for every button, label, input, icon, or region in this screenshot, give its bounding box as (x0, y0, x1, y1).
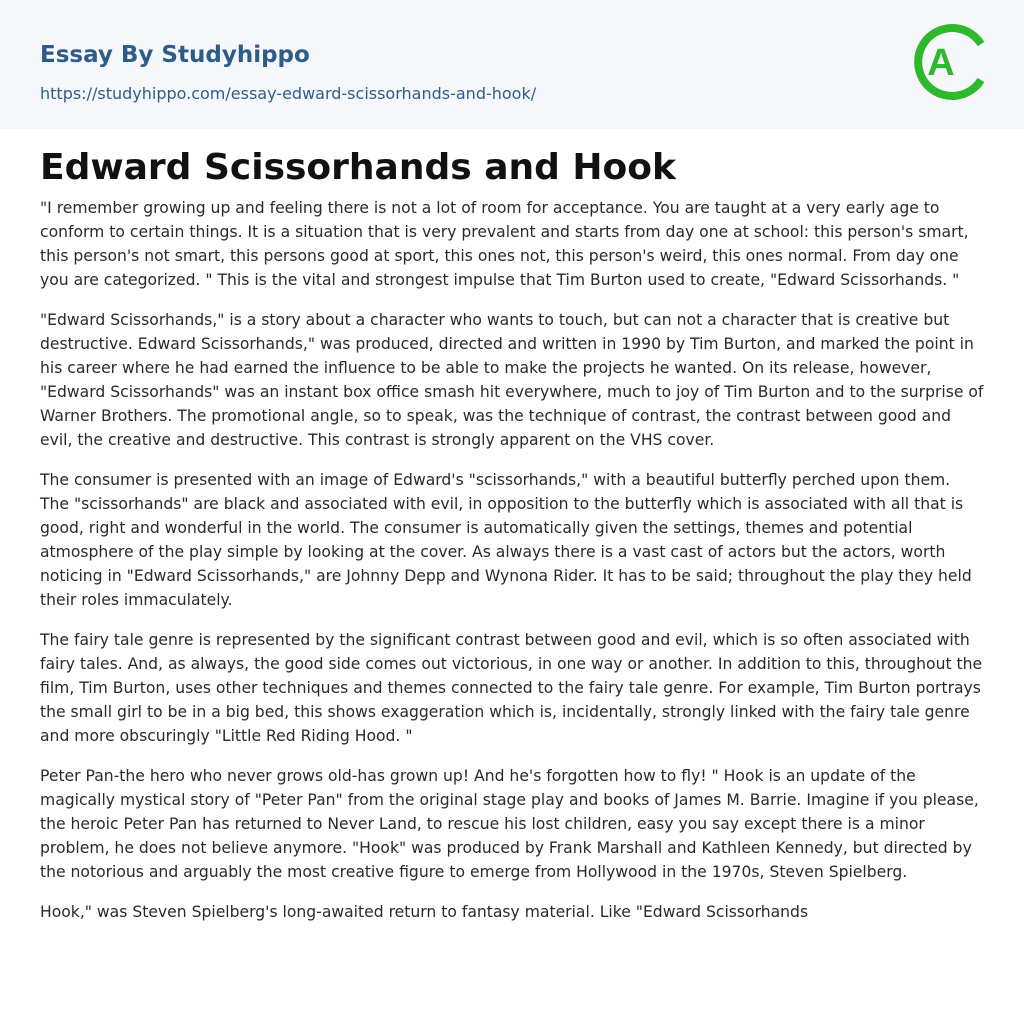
paragraph-1: "I remember growing up and feeling there is not a lot of room for acceptance. You are taught at a very early age to conform to certain things. It is a situation that is very prevalent and starts from day one at school: this person's smart, this person's not smart, this persons good at sport, this ones not, this person's weird, this ones normal. From day one you are categorized. " This is the vital and strongest impulse that Tim Burton used to create, "Edward Scissorhands. " (40, 199, 969, 289)
paragraph-5: Peter Pan-the hero who never grows old-has grown up! And he's forgotten how to fly! " Hook is an update of the magically mystical story of "Peter Pan" from the original stage play and books of James M. Barrie. Imagine if you please, the heroic Peter Pan has returned to Never Land, to rescue his lost children, easy you say except there is a minor problem, he does not believe anymore. "Hook" was produced by Frank Marshall and Kathleen Kennedy, but directed by the notorious and arguably the most creative figure to emerge from Hollywood in the 1970s, Steven Spielberg. (40, 767, 979, 881)
essay-url-link[interactable]: https://studyhippo.com/essay-edward-scissorhands-and-hook/ (40, 84, 537, 103)
article-body (40, 146, 984, 940)
logo-letter: A (927, 42, 955, 84)
paragraph-4: The fairy tale genre is represented by the significant contrast between good and evil, which is so often associated with fairy tales. And, as always, the good side comes out victorious, in one way or another. In addition to this, throughout the film, Tim Burton, uses other techniques and themes connected to the fairy tale genre. For example, Tim Burton portrays the small girl to be in a big bed, this shows exaggeration which is, incidentally, strongly linked with the fairy tale genre and more obscuringly "Little Red Riding Hood. " (40, 631, 983, 745)
paragraph-3: The consumer is presented with an image of Edward's "scissorhands," with a beautiful butterfly perched upon them. The "scissorhands" are black and associated with evil, in opposition to the butterfly which is associated with all that is good, right and wonderful in the world. The consumer is automatically given the settings, themes and potential atmosphere of the play simple by looking at the cover. As always there is a vast cast of actors but the actors, worth noticing in "Edward Scissorhands," are Johnny Depp and Wynona Rider. It has to be said; throughout the play they held their roles immaculately. (40, 471, 972, 609)
paragraph-2: "Edward Scissorhands," is a story about a character who wants to touch, but can not a character that is creative but destructive. Edward Scissorhands," was produced, directed and written in 1990 by Tim Burton, and marked the point in his career where he had earned the influence to be able to make the projects he wanted. On its release, however, "Edward Scissorhands" was an instant box office smash hit everywhere, much to joy of Tim Burton and to the surprise of Warner Brothers. The promotional angle, so to speak, was the technique of contrast, the contrast between good and evil, the creative and destructive. This contrast is strongly apparent on the VHS cover. (40, 311, 984, 449)
studyhippo-logo-icon[interactable] (910, 18, 988, 106)
page-title: Edward Scissorhands and Hook (40, 147, 676, 188)
site-header (0, 0, 1024, 129)
paragraph-6: Hook," was Steven Spielberg's long-awaited return to fantasy material. Like "Edward Scissorhands (40, 903, 809, 921)
brand-title[interactable]: Essay By Studyhippo (40, 42, 310, 68)
